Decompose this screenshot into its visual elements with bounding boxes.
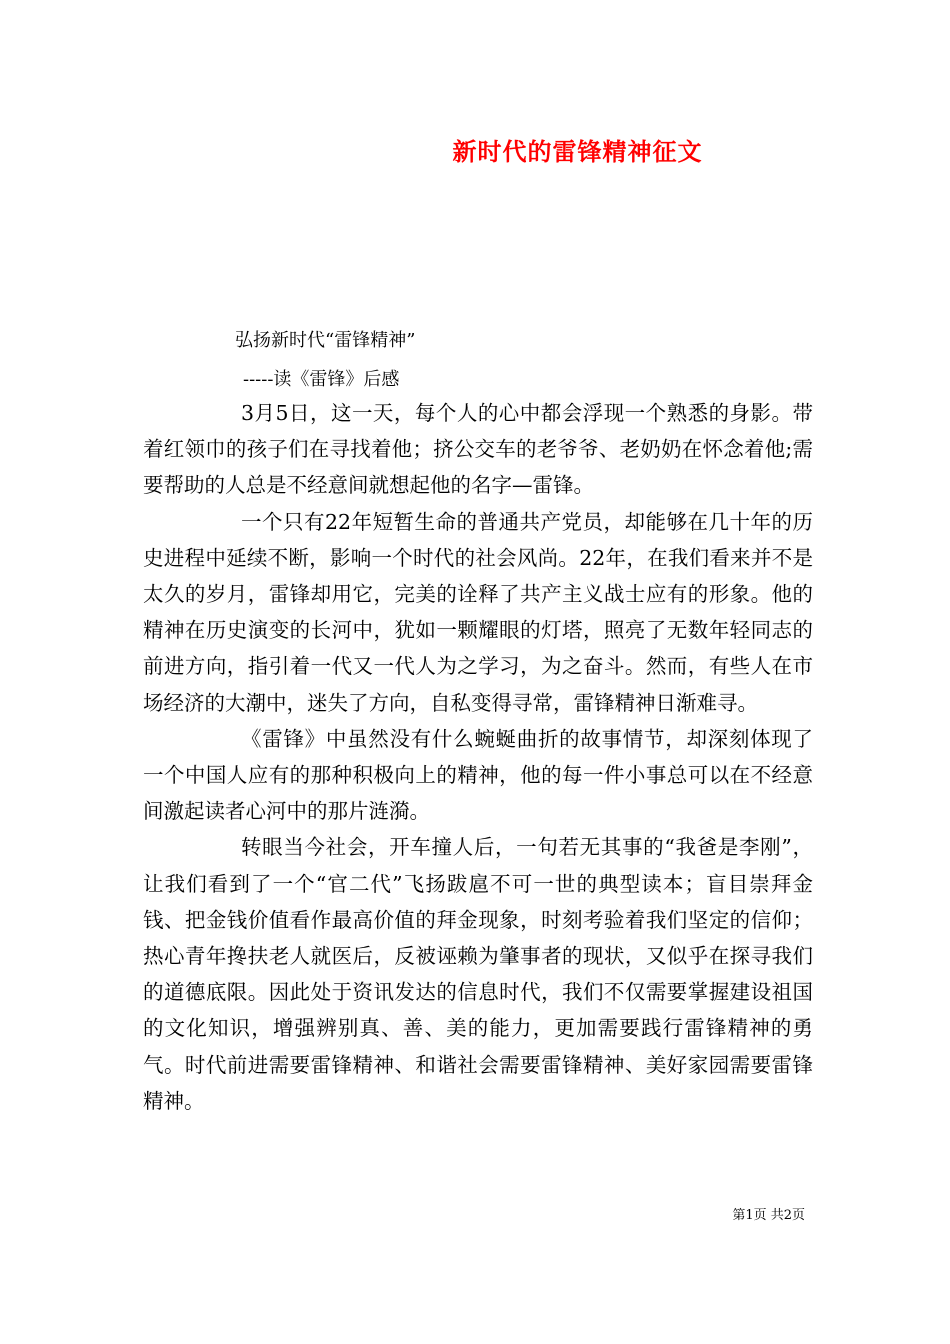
- paragraph-2: 一个只有22年短暂生命的普通共产党员，却能够在几十年的历史进程中延续不断，影响一个时代的社会风尚。22年，在我们看来并不是太久的岁月，雷锋却用它，完美的诠释了共产主义战士应有的形象。他的精神在历史演变的长河中，犹如一颗耀眼的灯塔，照亮了无数年轻同志的前进方向，指引着一代又一代人为之学习，为之奋斗。然而，有些人在市场经济的大潮中，迷失了方向，自私变得寻常，雷锋精神日渐难寻。: [143, 509, 813, 715]
- paragraph-4: 转眼当今社会，开车撞人后，一句若无其事的“我爸是李刚”，让我们看到了一个“官二代”飞扬跋扈不可一世的典型读本；盲目崇拜金钱、把金钱价值看作最高价值的拜金现象，时刻考验着我们坚定的信仰；热心青年搀扶老人就医后，反被诬赖为肇事者的现状，又似乎在探寻我们的道德底限。因此处于资讯发达的信息时代，我们不仅需要掌握建设祖国的文化知识，增强辨别真、善、美的能力，更加需要践行雷锋精神的勇气。时代前进需要雷锋精神、和谐社会需要雷锋精神、美好家园需要雷锋精神。: [143, 835, 813, 1113]
- page-number-footer: 第1页 共2页: [732, 1208, 805, 1223]
- paragraph-3: 《雷锋》中虽然没有什么蜿蜒曲折的故事情节，却深刻体现了一个中国人应有的那种积极向上的精神，他的每一件小事总可以在不经意间激起读者心河中的那片涟漪。: [143, 726, 813, 824]
- essay-body: [143, 395, 813, 1119]
- essay-subtitle: 弘扬新时代“雷锋精神”: [235, 330, 416, 351]
- document-title: 新时代的雷锋精神征文: [452, 137, 703, 166]
- paragraph-1: 3月5日，这一天，每个人的心中都会浮现一个熟悉的身影。带着红领巾的孩子们在寻找着他；挤公交车的老爷爷、老奶奶在怀念着他;需要帮助的人总是不经意间就想起他的名字—雷锋。: [143, 401, 813, 498]
- essay-subtitle-secondary: -----读《雷锋》后感: [243, 369, 400, 390]
